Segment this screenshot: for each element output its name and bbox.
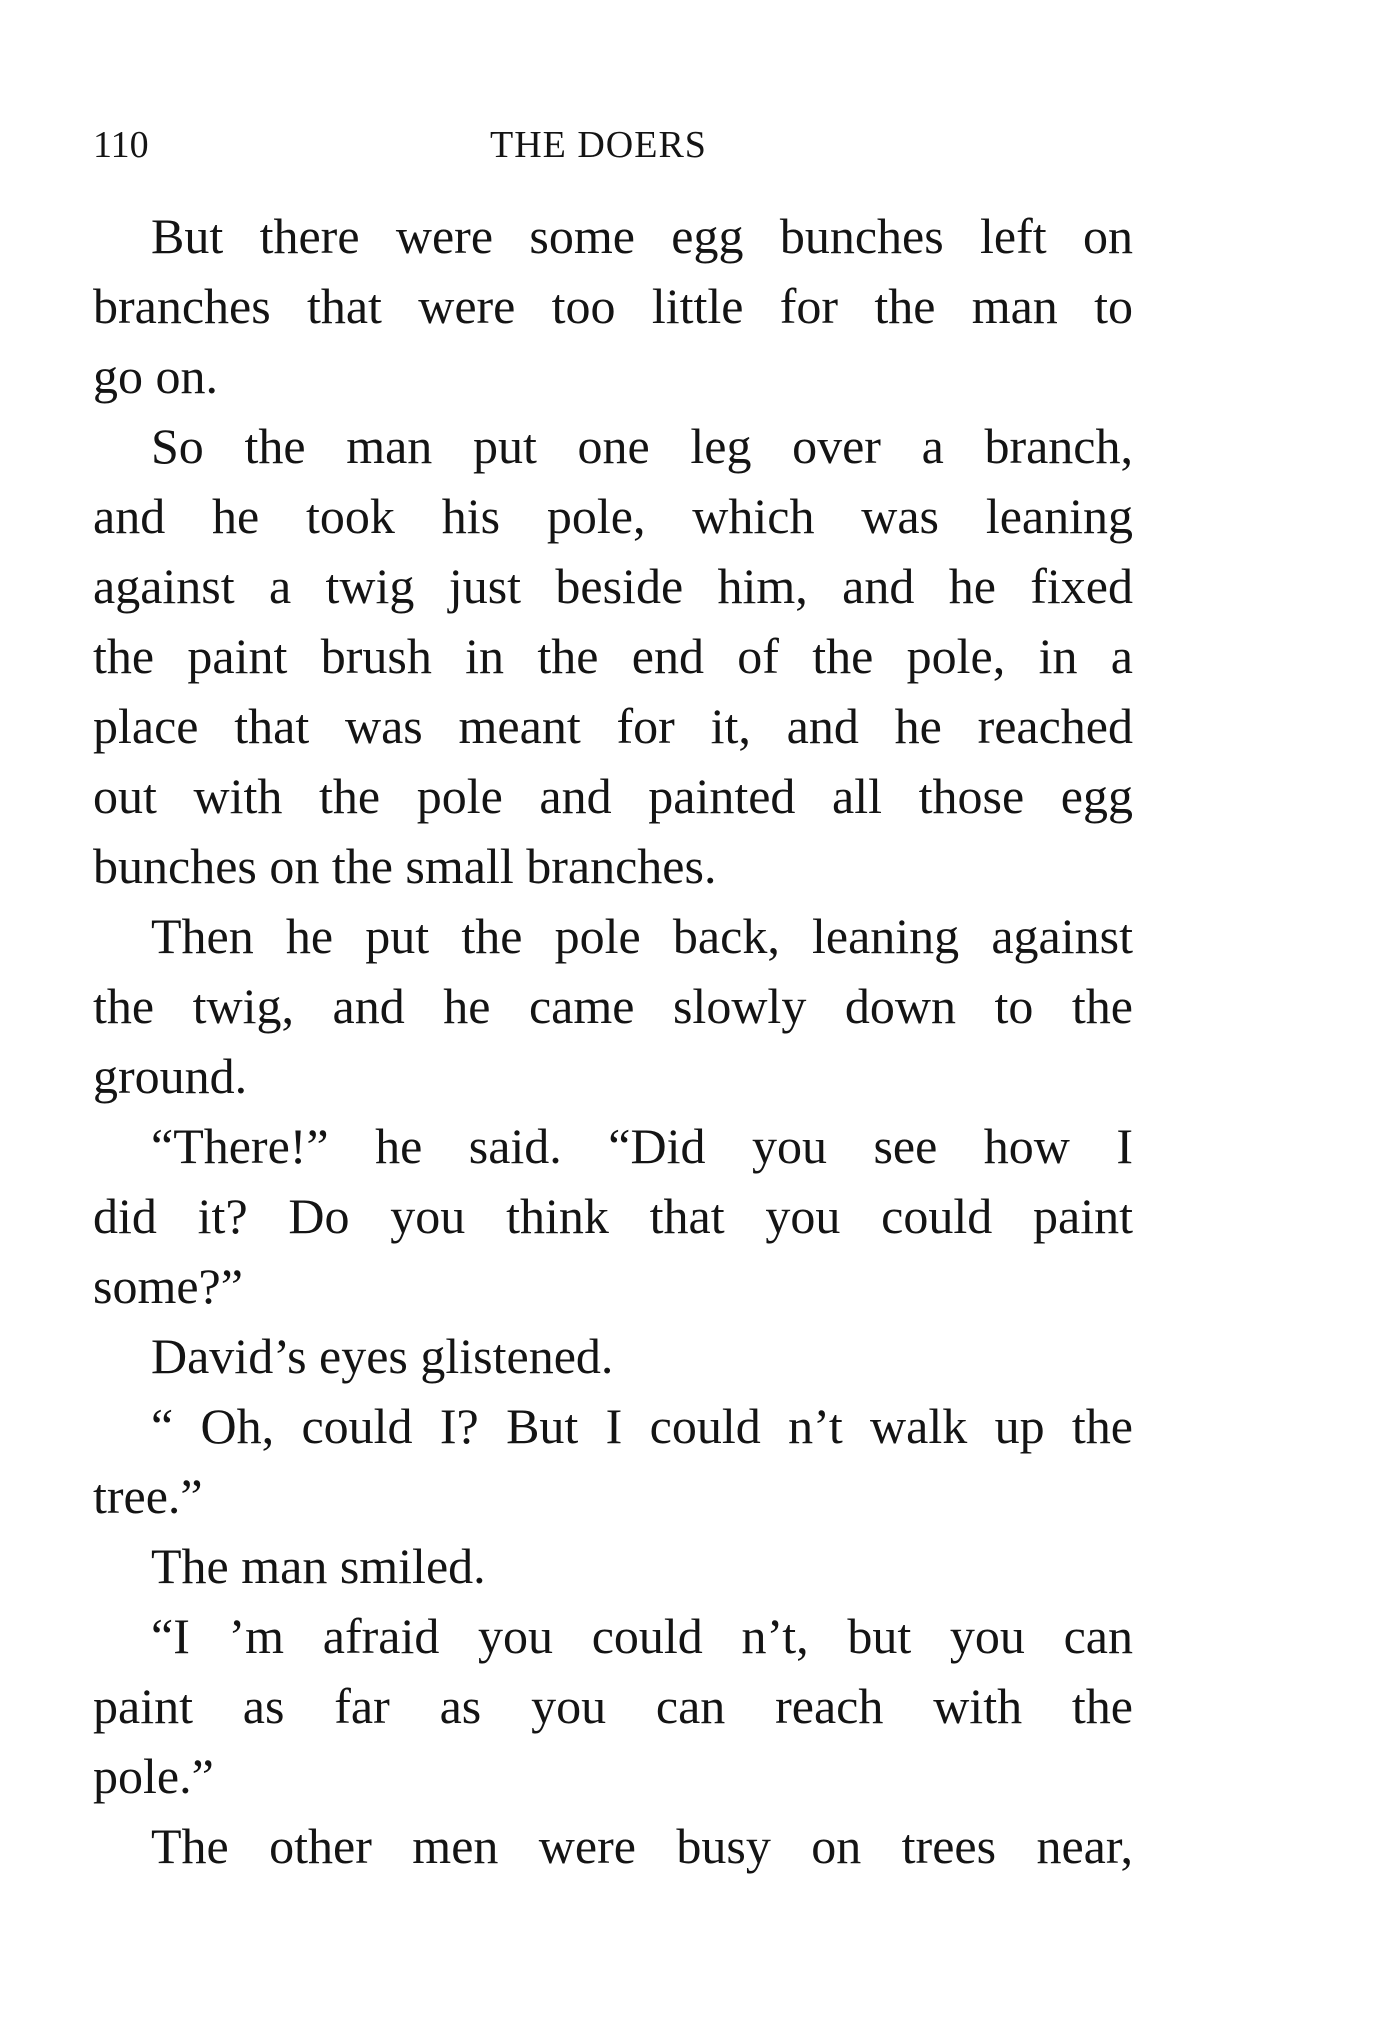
text-line: ground.	[93, 1048, 248, 1104]
text-line: the twig, and he came slowly down to the	[93, 978, 1133, 1034]
text-line: and he took his pole, which was leaning	[93, 488, 1133, 544]
text-line: did it? Do you think that you could paint	[93, 1188, 1133, 1244]
text-line: bunches on the small branches.	[93, 838, 717, 894]
text-line: go on.	[93, 348, 218, 404]
text-line: tree.”	[93, 1468, 203, 1524]
page-number: 110	[93, 124, 149, 166]
text-line: pole.”	[93, 1748, 214, 1804]
text-line: against a twig just beside him, and he fixed	[93, 558, 1133, 614]
text-line: David’s eyes glistened.	[151, 1328, 614, 1384]
text-line: The man smiled.	[151, 1538, 486, 1594]
body-text	[93, 201, 1133, 1881]
text-line: “There!” he said. “Did you see how I	[151, 1118, 1133, 1174]
running-head: THE DOERS	[490, 124, 707, 166]
page-header	[93, 120, 1133, 170]
text-line: The other men were busy on trees near,	[151, 1818, 1133, 1874]
text-line: out with the pole and painted all those egg	[93, 768, 1133, 824]
text-line: the paint brush in the end of the pole, in a	[93, 628, 1133, 684]
text-line: branches that were too little for the man to	[93, 278, 1133, 334]
text-line: “I ’m afraid you could n’t, but you can	[151, 1608, 1133, 1664]
text-line: Then he put the pole back, leaning against	[151, 908, 1133, 964]
text-line: But there were some egg bunches left on	[151, 208, 1133, 264]
text-line: place that was meant for it, and he reached	[93, 698, 1133, 754]
text-line: “ Oh, could I? But I could n’t walk up the	[151, 1398, 1133, 1454]
text-line: paint as far as you can reach with the	[93, 1678, 1133, 1734]
text-line: some?”	[93, 1258, 243, 1314]
text-line: So the man put one leg over a branch,	[151, 418, 1133, 474]
